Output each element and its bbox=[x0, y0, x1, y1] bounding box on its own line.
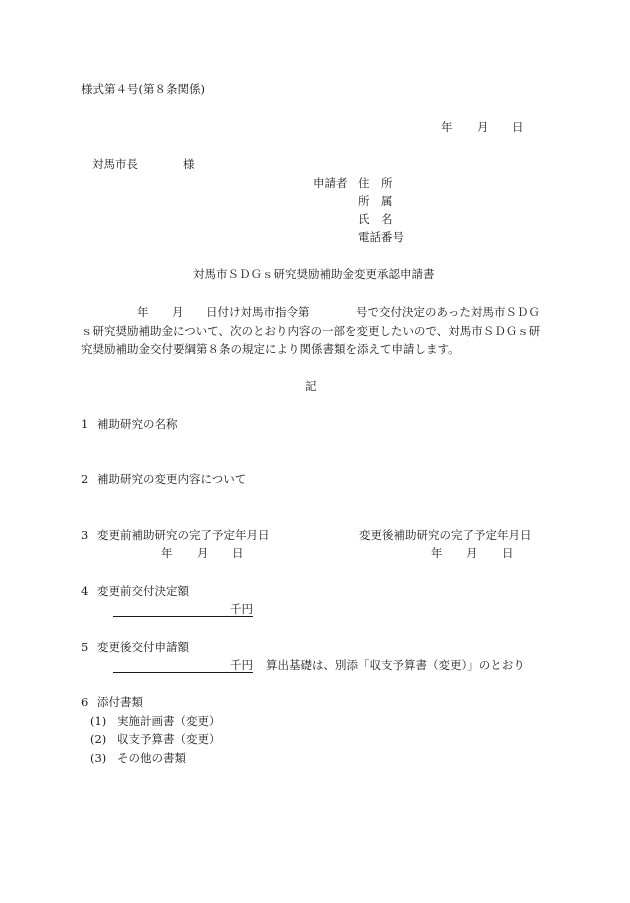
ki-heading: 記 bbox=[305, 379, 317, 393]
section-number: 1 bbox=[81, 417, 89, 431]
label-before: 変更前補助研究の完了予定年月日 bbox=[97, 528, 270, 542]
section-number: 2 bbox=[81, 472, 89, 486]
attachment-text: 実施計画書（変更） bbox=[117, 714, 221, 728]
applicant-name: 氏 名 bbox=[358, 212, 393, 226]
after-day: 日 bbox=[502, 546, 514, 560]
amount-unit: 千円 bbox=[113, 602, 253, 617]
document-title: 対馬市ＳＤＧｓ研究奨励補助金変更承認申請書 bbox=[193, 267, 435, 281]
applicant-address: 住 所 bbox=[358, 176, 393, 190]
section-number: 5 bbox=[81, 640, 89, 654]
attachment-number: (2) bbox=[90, 732, 107, 746]
section-label: 補助研究の変更内容について bbox=[97, 472, 247, 486]
after-year: 年 bbox=[431, 546, 443, 560]
after-month: 月 bbox=[466, 546, 478, 560]
calculation-note: 算出基礎は、別添「収支予算書（変更）」のとおり bbox=[266, 658, 525, 672]
section-label: 変更後交付申請額 bbox=[97, 640, 189, 654]
form-number: 様式第４号(第８条関係) bbox=[81, 82, 205, 96]
amount-line bbox=[113, 602, 253, 617]
date-year: 年 bbox=[441, 120, 453, 134]
date-month: 月 bbox=[477, 120, 489, 134]
section-number: 3 bbox=[81, 528, 89, 542]
addressee-honorific: 様 bbox=[183, 157, 195, 171]
body-line1-a: 日付け対馬市指令第 bbox=[206, 305, 310, 319]
attachment-number: (3) bbox=[90, 751, 107, 765]
before-day: 日 bbox=[232, 546, 244, 560]
before-year: 年 bbox=[161, 546, 173, 560]
attachment-text: その他の書類 bbox=[117, 751, 186, 765]
body-line3: 究奨励補助金交付要綱第８条の規定により関係書類を添えて申請します。 bbox=[81, 342, 460, 356]
applicant-phone: 電話番号 bbox=[358, 230, 404, 244]
attachment-number: (1) bbox=[90, 714, 107, 728]
section-label: 添付書類 bbox=[97, 695, 143, 709]
body-month: 月 bbox=[172, 305, 184, 319]
applicant-affiliation: 所 属 bbox=[358, 194, 393, 208]
date-day: 日 bbox=[512, 120, 524, 134]
section-number: 4 bbox=[81, 584, 89, 598]
label-after: 変更後補助研究の完了予定年月日 bbox=[359, 528, 532, 542]
addressee-name: 対馬市長 bbox=[92, 157, 138, 171]
body-year: 年 bbox=[137, 305, 149, 319]
attachment-text: 収支予算書（変更） bbox=[117, 732, 221, 746]
amount-unit: 千円 bbox=[113, 658, 253, 673]
section-label: 変更前交付決定額 bbox=[97, 584, 189, 598]
section-label: 補助研究の名称 bbox=[97, 417, 178, 431]
applicant-label: 申請者 bbox=[313, 176, 348, 190]
amount-line bbox=[113, 658, 253, 673]
section-number: 6 bbox=[81, 695, 89, 709]
body-line1-b: 号で交付決定のあった対馬市ＳＤＧ bbox=[356, 305, 540, 319]
body-line2: ｓ研究奨励補助金について、次のとおり内容の一部を変更したいので、対馬市ＳＤＧｓ研 bbox=[81, 324, 541, 338]
before-month: 月 bbox=[197, 546, 209, 560]
